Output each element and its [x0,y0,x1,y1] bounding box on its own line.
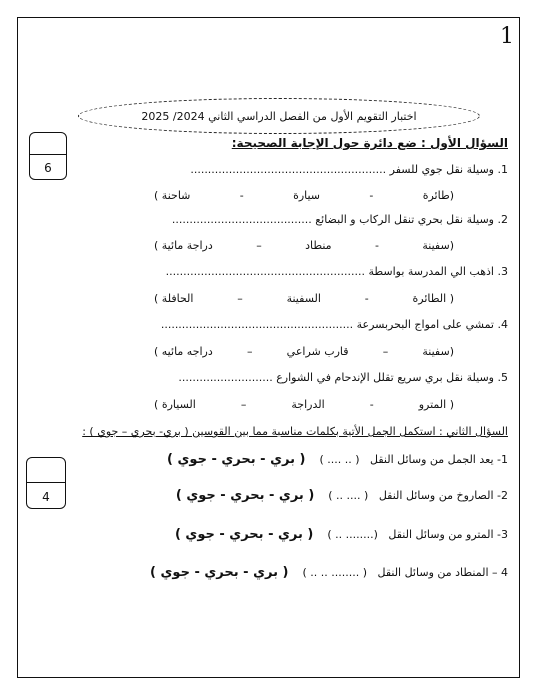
option[interactable]: (سفينة [422,239,454,252]
fill-question-4 [150,565,508,580]
answer-choices: ( بري - بحري - جوي ) [167,452,306,467]
score-value: 4 [42,490,50,504]
answer-blank[interactable]: ( ........ .. .. ) [302,566,367,579]
page-number: 1 [500,24,514,49]
separator: - [239,189,244,202]
option[interactable]: السيارة ) [154,398,196,411]
separator: - [369,189,374,202]
answer-choices: ( بري - بحري - جوي ) [175,488,315,503]
question-text: وسيلة نقل بحري تنقل الركاب و البضائع ........................................ [171,213,494,226]
answer-blank[interactable]: (........ .. ) [327,528,378,541]
question-number: 3. [497,265,508,278]
fill-question-2 [176,488,508,503]
answer-blank[interactable]: ( .. .... ) [319,453,360,466]
question-text: وسيلة نقل جوي للسفر ........................................................ [190,163,494,176]
question-text: الصاروخ من وسائل النقل [378,489,494,502]
question-text: المنطاد من وسائل النقل [377,566,489,579]
option[interactable]: دراجة مائية ) [154,239,213,252]
options-2: (سفينة - منطاد – دراجة مائية ) [154,239,454,252]
option[interactable]: دراجه مائيه ) [154,345,213,358]
question-2 [172,213,508,226]
option[interactable]: شاحنة ) [154,189,191,202]
option[interactable]: (سفينة [422,345,454,358]
answer-choices: ( بري - بحري - جوي ) [150,565,289,580]
option[interactable]: سيارة [293,189,321,202]
separator: - [375,239,379,252]
score-box-section1 [29,132,67,180]
question-number: 2. [497,213,508,226]
separator: - [369,398,374,411]
score-box-section2 [26,457,66,509]
question-1 [190,163,508,176]
question-number: 5. [497,371,508,384]
option[interactable]: (طائرة [422,189,454,202]
answer-choices: ( بري - بحري - جوي ) [174,527,314,542]
score-value: 6 [44,161,52,175]
option[interactable]: ( الطائرة [412,292,454,305]
separator: - [364,292,369,305]
option[interactable]: منطاد [305,239,332,252]
exam-title: اختبار التقويم الأول من الفصل الدراسي الثاني 2024/ 2025 [78,98,480,134]
option[interactable]: ( المترو [418,398,454,411]
question-number: 1. [497,163,508,176]
option[interactable]: الحافلة ) [154,292,194,305]
options-1 [154,189,454,202]
fill-question-1 [167,452,508,467]
question-text: يعد الجمل من وسائل النقل [370,453,494,466]
options-4: (سفينة – قارب شراعي – دراجه مائيه ) [154,345,454,358]
question-text: وسيلة نقل بري سريع تقلل الإندحام في الشوارع ........................... [178,371,494,384]
options-3: ( الطائرة - السفينة – الحافلة ) [154,292,454,305]
section2-heading: السؤال الثاني : استكمل الجمل الأتية بكلمات مناسبة مما بين القوسين ( بري- بحري – جوي ) : [82,425,508,438]
question-text: اذهب الي المدرسة بواسطة ......................................................... [165,265,494,278]
section1-heading: السؤال الأول : ضع دائرة حول الإجابة الصحيحة: [231,136,508,150]
answer-blank[interactable]: ( .... .. ) [328,489,369,502]
question-text: تمشي على امواج البحربسرعة ....................................................... [160,318,494,331]
question-5 [178,371,508,384]
option[interactable]: قارب شراعي [286,345,349,358]
question-4 [161,318,508,331]
question-number: 4 – [492,566,508,579]
question-3 [166,265,508,278]
option[interactable]: الدراجة [291,398,325,411]
fill-question-3 [175,527,508,542]
option[interactable]: السفينة [286,292,321,305]
question-number: 2- [497,489,508,502]
question-number: 3- [497,528,508,541]
question-number: 1- [497,453,508,466]
question-number: 4. [497,318,508,331]
options-5: ( المترو - الدراجة – السيارة ) [154,398,454,411]
question-text: المترو من وسائل النقل [388,528,494,541]
